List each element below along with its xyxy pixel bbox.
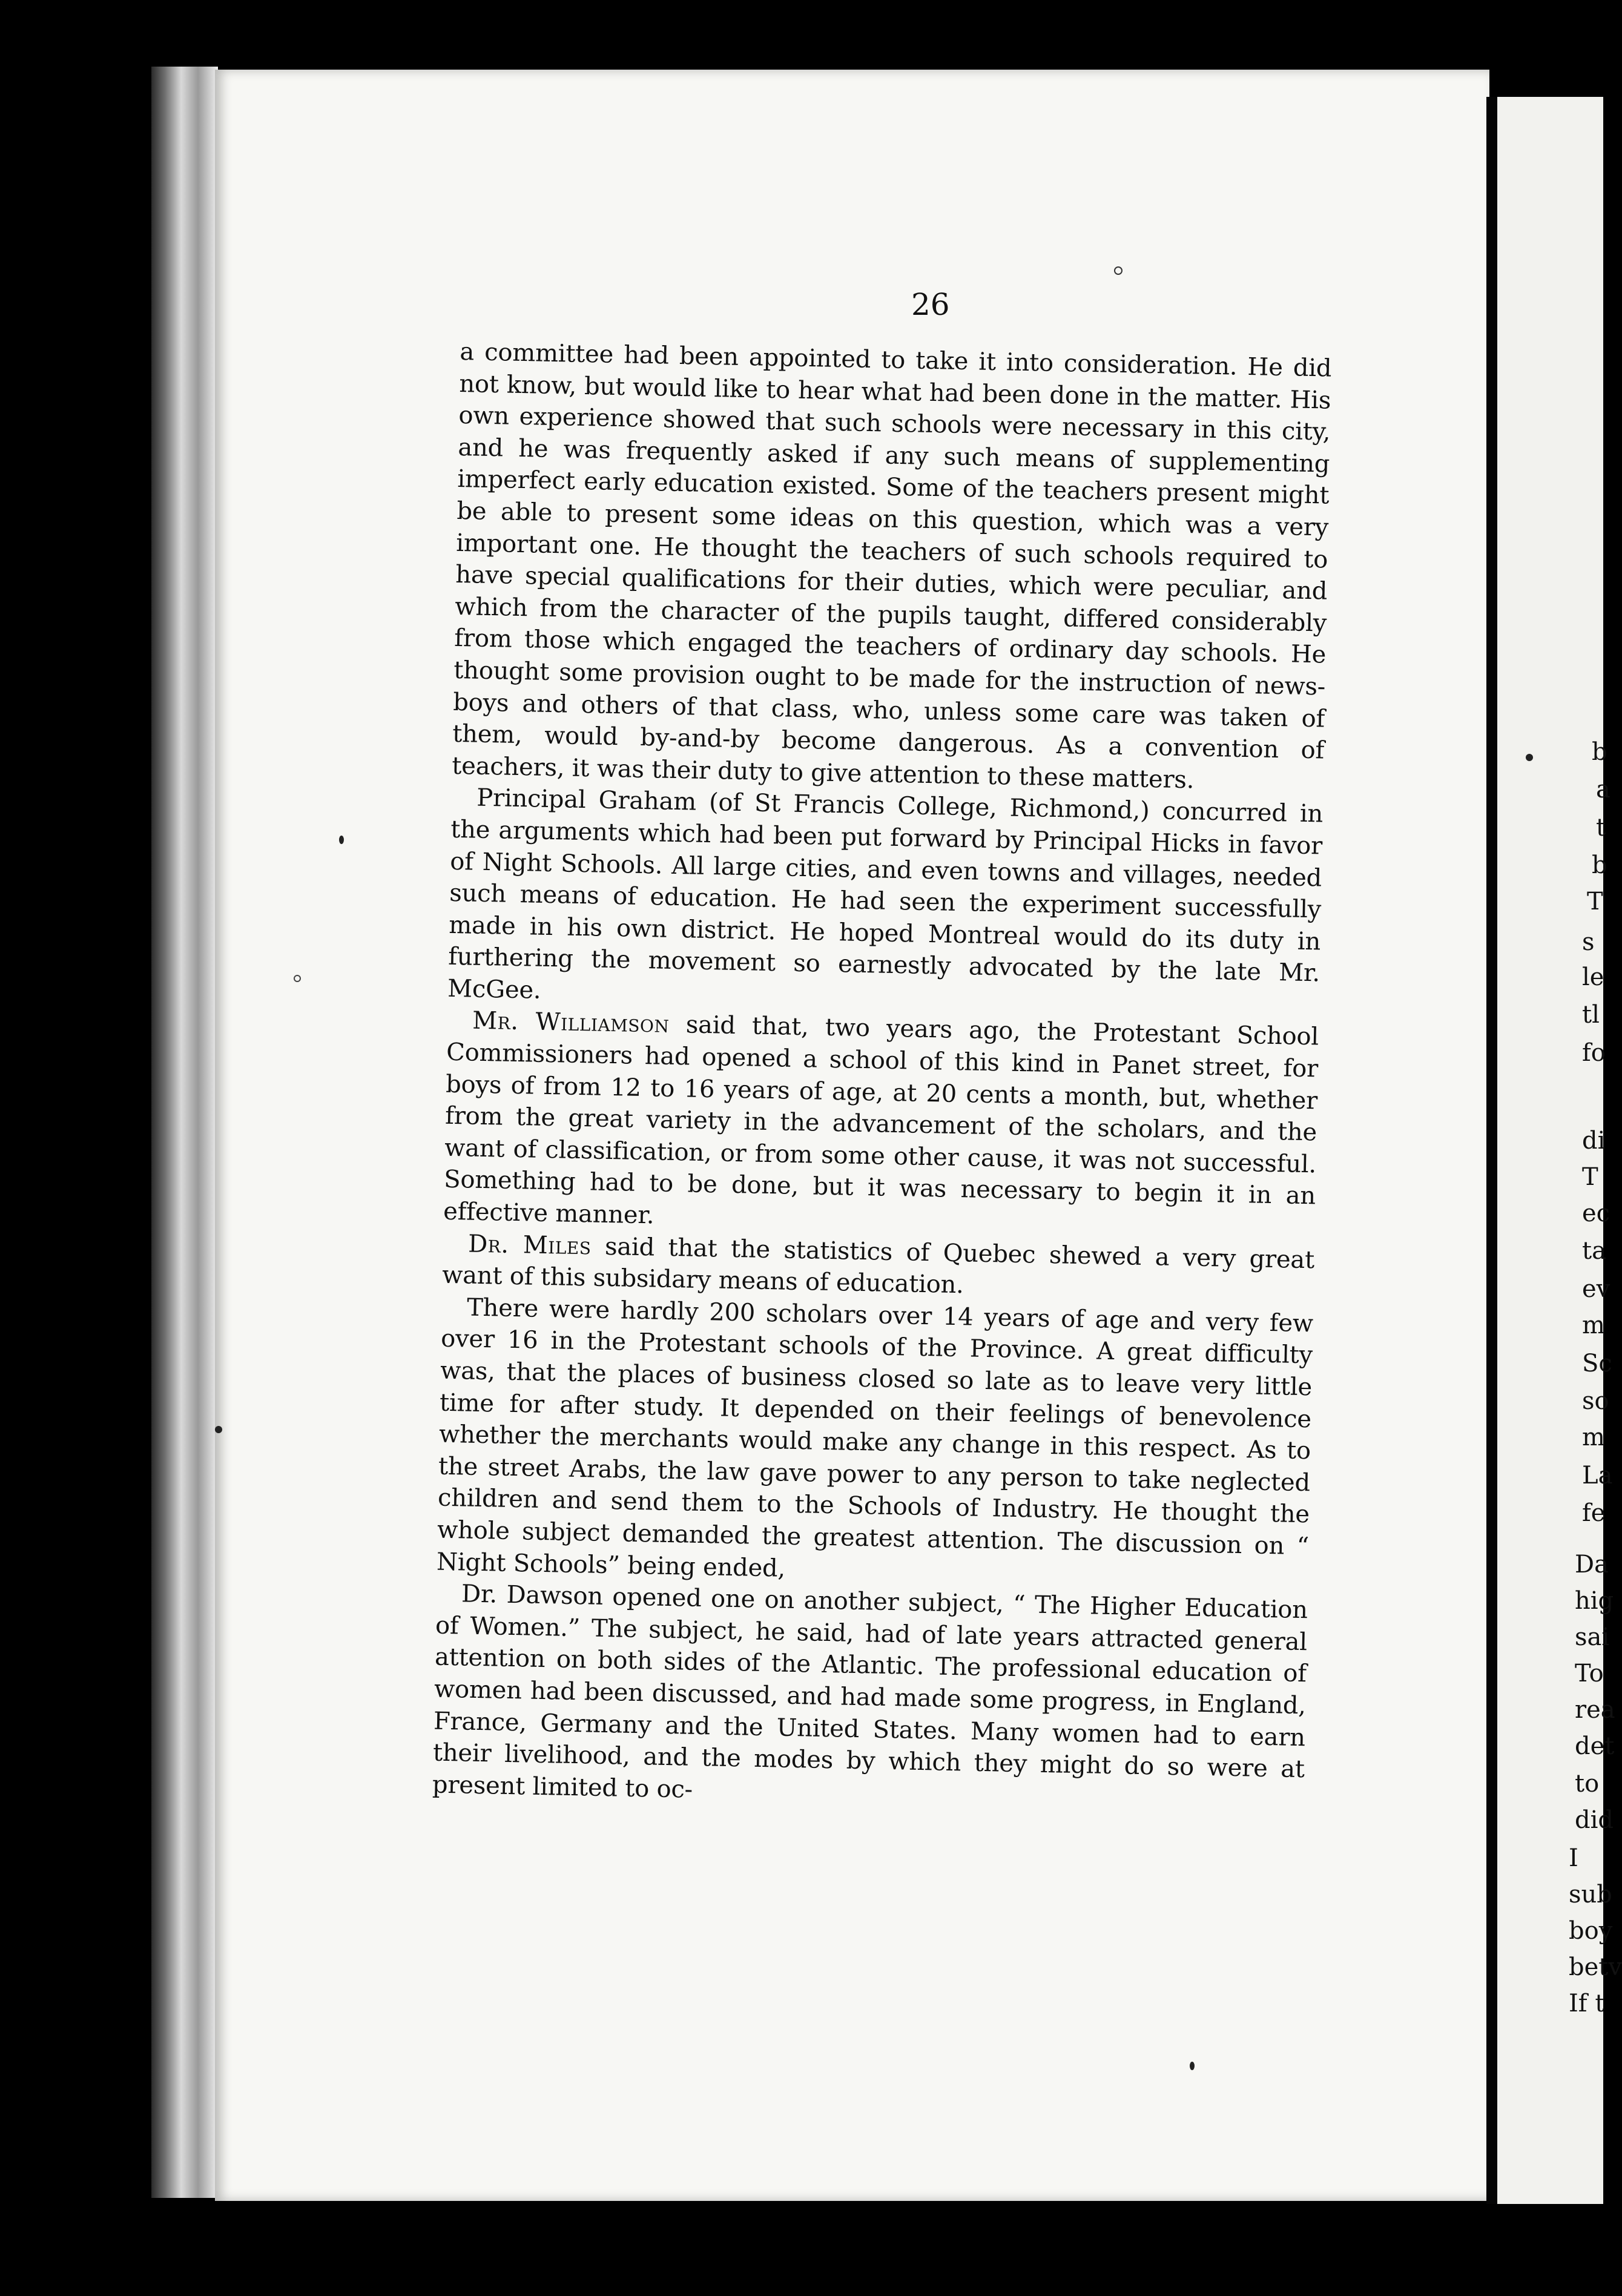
facing-fragment: det	[1575, 1732, 1615, 1760]
facing-fragment: tl	[1582, 1001, 1600, 1029]
facing-fragment: so	[1582, 1387, 1609, 1415]
facing-fragment: boy	[1569, 1917, 1613, 1945]
facing-fragment: b	[1592, 738, 1607, 766]
facing-fragment: ec	[1582, 1199, 1610, 1227]
facing-fragment: did	[1575, 1806, 1614, 1834]
facing-fragment: s	[1582, 928, 1595, 956]
paragraph-5: There were hardly 200 scholars over 14 years of age and very few over 16 in the Protestant schools of the Province. A great difficulty was, that the places of business closed so late as to leave very little time for after study. It depended on their feelings of benevolence whether the merchants would make any change in this respect. As to the street Arabs, the law gave power to any person to take neglected children and send them to the Schools of Industry. He thought the whole subject demanded the greatest attention. The discussion on “ Night Schools” being ended,	[436, 1293, 1314, 1583]
facing-fragment: T	[1582, 1163, 1598, 1191]
facing-fragment: ta	[1582, 1237, 1606, 1265]
facing-fragment: di	[1582, 1127, 1606, 1155]
facing-fragment: m	[1582, 1423, 1605, 1451]
speck	[339, 836, 344, 844]
paragraph-1: a committee had been appointed to take it into consideration. He did not know, but would like to hear what had been done in the matter. His own experience showed that such schools were necessary in this city, and he was frequently asked if any such means of supplementing imperfect early education existed. Some of the teachers present might be able to present some ideas on this question, which was a very important one. He thought the teachers of such schools required to have special qualifications for their duties, which were peculiar, and which from the character of the pupils taught, differed considerably from those which engaged the teachers of ordinary day schools. He thought some provision ought to be made for the instruction of news-boys and others of that class, who, unless some care was taken of them, would by-and-by become dangerous. As a convention of teachers, it was their duty to give attention to these matters.	[451, 337, 1332, 794]
facing-page-edge	[1497, 97, 1622, 2204]
body-text	[432, 336, 1332, 1818]
facing-fragment: If t	[1569, 1990, 1605, 2017]
facing-fragment: ev	[1582, 1275, 1610, 1303]
facing-fragment: rea	[1575, 1696, 1615, 1724]
facing-fragment: b	[1592, 851, 1607, 879]
facing-fragment: m	[1582, 1311, 1605, 1339]
speck	[1526, 754, 1533, 761]
facing-fragment: sai	[1575, 1623, 1610, 1651]
facing-fragment: to	[1575, 1770, 1600, 1798]
paragraph-3	[443, 1005, 1319, 1244]
page-number: 26	[911, 287, 950, 322]
facing-fragment: hig	[1575, 1587, 1614, 1615]
paragraph-2: Principal Graham (of St Francis College, Richmond,) concurred in the arguments which had been put forward by Principal Hicks in favor of Night Schools. All large cities, and even towns and villages, needed such means of education. He had seen the experiment successfully made in his own district. He hoped Montreal would do its duty in furthering the movement so earnestly advocated by the late Mr. McGee.	[447, 783, 1324, 1005]
facing-fragment: To	[1575, 1660, 1604, 1687]
speaker-name: Mr. Williamson	[472, 1007, 670, 1039]
facing-fragment: T	[1587, 888, 1603, 915]
book-binding-edge	[151, 67, 218, 2198]
page-gutter	[1486, 97, 1497, 2204]
facing-fragment: I	[1569, 1844, 1578, 1872]
facing-fragment: le	[1582, 963, 1604, 991]
facing-fragment: Da	[1575, 1551, 1609, 1579]
facing-fragment: t	[1596, 814, 1606, 842]
facing-fragment: betv	[1569, 1953, 1622, 1981]
speck	[1114, 266, 1123, 275]
facing-fragment: a	[1596, 776, 1610, 803]
speck	[1190, 2062, 1195, 2070]
facing-fragment: La	[1582, 1462, 1613, 1489]
facing-fragment: fo	[1582, 1039, 1606, 1067]
speck	[294, 975, 301, 982]
paragraph-3-text: said that, two years ago, the Protestant School Commissioners had opened a school of this kind in Panet street, for boys of from 12 to 16 years of age, at 20 cents a month, but, whether from the great variety in the advancement of the scholars, and the want of classification, or from some other cause, it was not successful. Something had to be done, but it was necessary to begin it in an effective manner.	[443, 1011, 1319, 1230]
facing-fragment: fe	[1582, 1499, 1606, 1527]
facing-fragment: sub	[1569, 1881, 1612, 1908]
speck	[215, 1426, 222, 1433]
facing-fragment: Sc	[1582, 1350, 1612, 1377]
paragraph-6: Dr. Dawson opened one on another subject, “ The Higher Education of Women.” The subject, he said, had of late years attracted general attention on both sides of the Atlantic. The professional education of women had been discussed, and had made some progress, in England, France, Germany and the United States. Many women had to earn their livelihood, and the modes by which they might do so were at present limited to oc-	[432, 1580, 1308, 1804]
paragraph-4-text: said that the statistics of Quebec shewed a very great want of this subsidary means of education.	[441, 1232, 1315, 1299]
speaker-name: Dr. Miles	[467, 1230, 592, 1261]
